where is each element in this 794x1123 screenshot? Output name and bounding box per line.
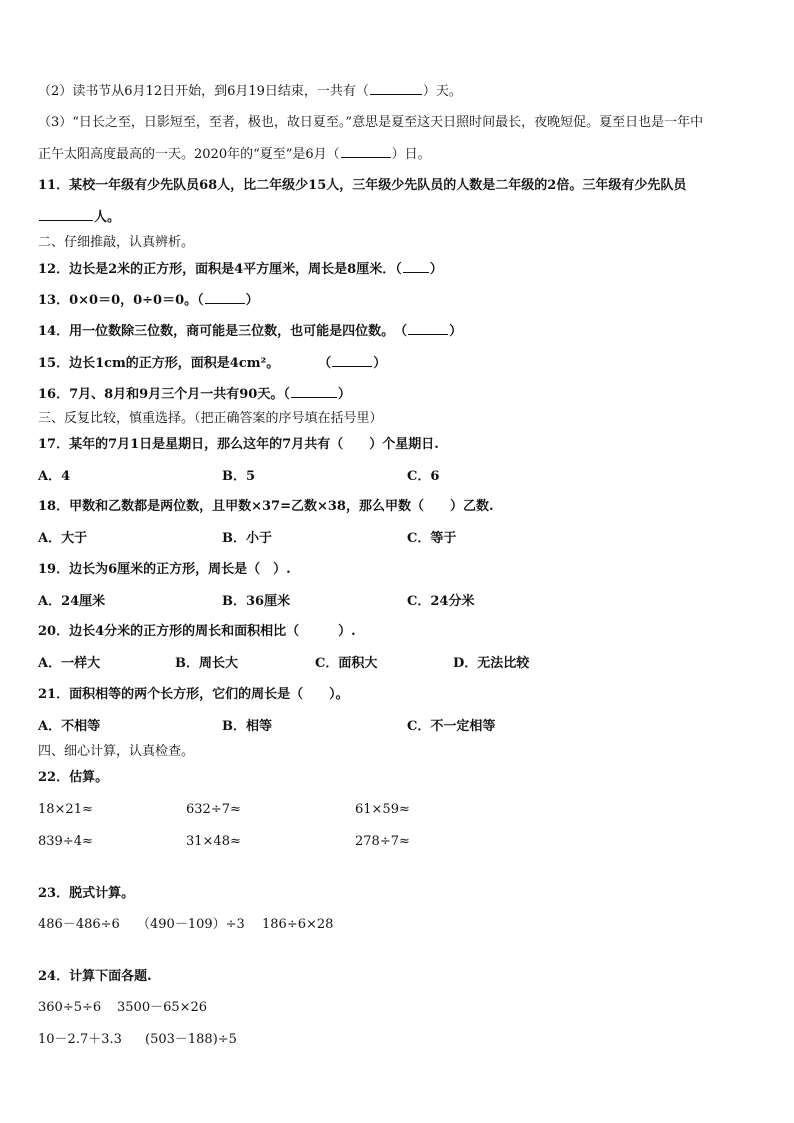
q11: 11．某校一年级有少先队员68人，比二年级少15人，三年级少先队员的人数是二年级的2倍。三年级有少先队员 xyxy=(38,178,687,193)
estimate-6: 278÷7≈ xyxy=(355,834,410,849)
answer-blank[interactable] xyxy=(332,354,372,367)
answer-blank[interactable] xyxy=(370,82,422,95)
q19-option-a[interactable]: A．24厘米 xyxy=(38,594,106,609)
q12: 12．边长是2米的正方形，面积是4平方厘米，周长是8厘米．（ ） xyxy=(38,262,443,277)
q11-answer: 人。 xyxy=(38,208,120,227)
estimate-4: 839÷4≈ xyxy=(38,834,93,849)
q14: 14．用一位数除三位数，商可能是三位数，也可能是四位数。 （ ） xyxy=(38,324,463,339)
q19-option-b[interactable]: B．36厘米 xyxy=(222,594,291,609)
estimate-2: 632÷7≈ xyxy=(186,802,241,817)
calc-2: （490－109）÷3 xyxy=(137,917,245,932)
q17-option-b[interactable]: B．5 xyxy=(222,469,256,484)
q18-option-c[interactable]: C．等于 xyxy=(407,531,457,546)
calc-4: 360÷5÷6 xyxy=(38,1000,102,1015)
q10-2: （2）读书节从6月12日开始，到6月19日结束，一共有（ ）天。 xyxy=(38,84,462,99)
section-2-heading: 二、仔细推敲，认真辨析。 xyxy=(38,235,195,250)
estimate-1: 18×21≈ xyxy=(38,802,93,817)
section-4-heading: 四、细心计算，认真检查。 xyxy=(38,744,195,759)
answer-blank[interactable] xyxy=(403,260,429,273)
answer-blank[interactable] xyxy=(341,145,391,158)
q21-option-a[interactable]: A．不相等 xyxy=(38,719,101,734)
estimate-3: 61×59≈ xyxy=(355,802,410,817)
q20-option-b[interactable]: B．周长大 xyxy=(175,656,238,671)
q17-option-a[interactable]: A．4 xyxy=(38,469,71,484)
q10-3-line1: （3）“日长之至，日影短至，至者，极也，故日夏至。”意思是夏至这天日照时间最长，夜晚短促。夏至日也是一年中 xyxy=(38,115,704,130)
q21: 21．面积相等的两个长方形，它们的周长是（ ）。 xyxy=(38,687,349,702)
calc-5: 3500－65×26 xyxy=(117,1000,208,1015)
calc-6: 10－2.7＋3.3 xyxy=(38,1032,122,1047)
q22: 22．估算。 xyxy=(38,770,109,785)
q18-option-a[interactable]: A．大于 xyxy=(38,531,88,546)
q21-option-c[interactable]: C．不一定相等 xyxy=(407,719,496,734)
q20-option-d[interactable]: D．无法比较 xyxy=(453,656,530,671)
q24: 24．计算下面各题. xyxy=(38,969,152,984)
q16: 16．7月、8月和9月三个月一共有90天。（ ） xyxy=(38,387,351,402)
calc-7: (503－188)÷5 xyxy=(145,1032,237,1047)
q19: 19．边长为6厘米的正方形，周长是（ ）. xyxy=(38,562,291,577)
q20: 20．边长4分米的正方形的周长和面积相比（ ）. xyxy=(38,624,356,639)
section-3-heading: 三、反复比较，慎重选择。（把正确答案的序号填在括号里） xyxy=(38,411,383,426)
estimate-5: 31×48≈ xyxy=(186,834,241,849)
answer-blank[interactable] xyxy=(205,291,245,304)
q17: 17．某年的7月1日是星期日，那么这年的7月共有（ ）个星期日. xyxy=(38,437,439,452)
q23: 23．脱式计算。 xyxy=(38,886,135,901)
answer-blank[interactable] xyxy=(39,208,93,221)
q10-3-line2: 正午太阳高度最高的一天。2020年的“夏至”是6月（ ）日。 xyxy=(38,147,431,162)
q21-option-b[interactable]: B．相等 xyxy=(222,719,272,734)
answer-blank[interactable] xyxy=(291,385,337,398)
q19-option-c[interactable]: C．24分米 xyxy=(407,594,475,609)
q18: 18．甲数和乙数都是两位数，且甲数×37=乙数×38，那么甲数（ ）乙数. xyxy=(38,499,494,514)
calc-3: 186÷6×28 xyxy=(262,917,334,932)
q17-option-c[interactable]: C．6 xyxy=(407,469,440,484)
q20-option-c[interactable]: C．面积大 xyxy=(315,656,378,671)
q18-option-b[interactable]: B．小于 xyxy=(222,531,272,546)
q20-option-a[interactable]: A．一样大 xyxy=(38,656,101,671)
calc-1: 486－486÷6 xyxy=(38,917,120,932)
q15: 15．边长1cm的正方形，面积是4cm²。 （ ） xyxy=(38,356,387,371)
answer-blank[interactable] xyxy=(408,322,448,335)
q13: 13．0×0＝0，0÷0＝0。（ ） xyxy=(38,293,259,308)
